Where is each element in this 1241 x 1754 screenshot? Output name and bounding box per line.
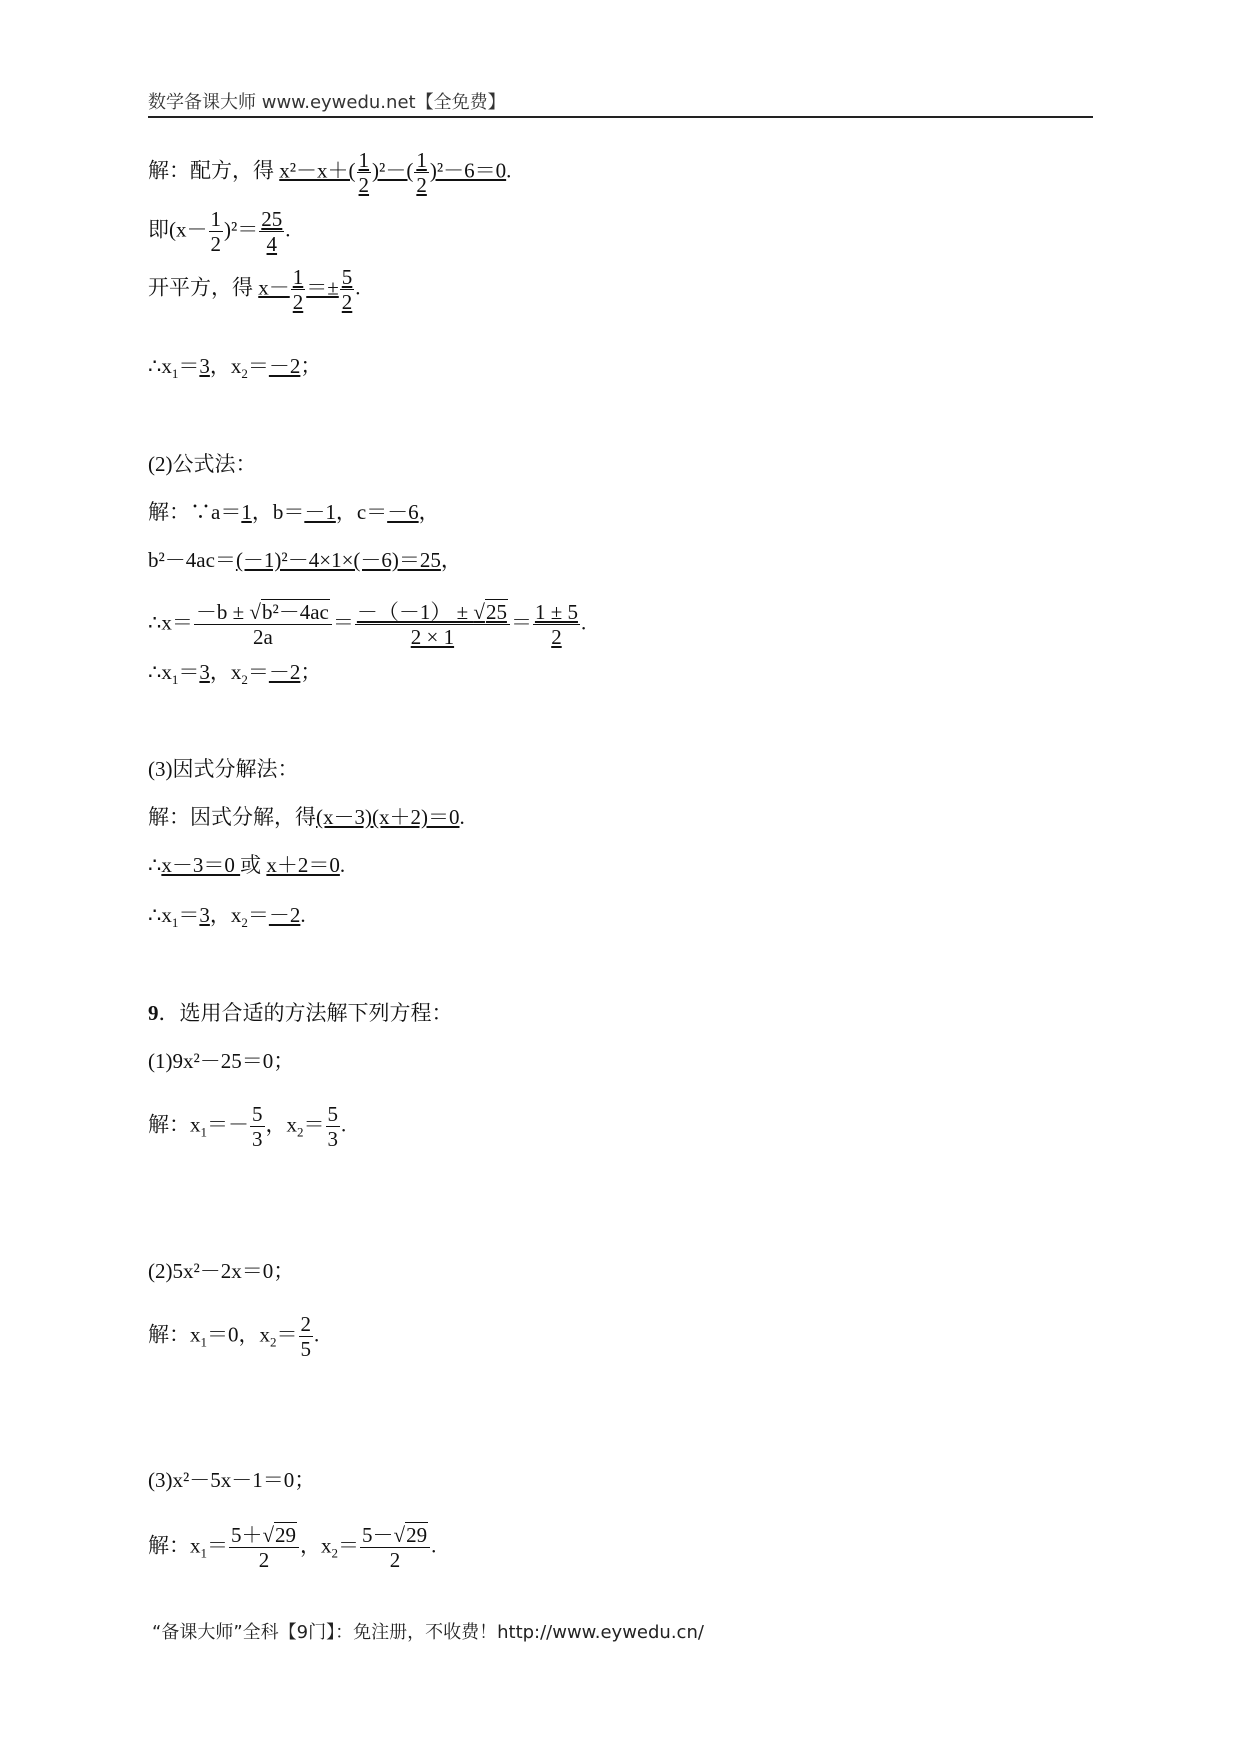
line-roots-1: $\therefore x_1=3$，$x_2=-2$； [148,354,322,382]
q9-solution-3: 解：$x_1=$ $\frac{5+√29}{2}$ ，$x_2=$ $\frac{5-√29}{2}$ . [148,1523,437,1573]
method-2-title: (2)公式法： [148,452,257,476]
line-factor-cases: ∴x－3＝0 或 x＋2＝0. [148,853,346,877]
page-header [148,86,1093,118]
page-footer: “备课大师”全科【9门】：免注册，不收费！http://www.eywedu.cn/ [152,1622,704,1643]
header-text: 数学备课大师 www.eywedu.net【全免费】 [148,92,506,113]
line-roots-2: $\therefore x_1=3$，$x_2=-2$； [148,660,322,688]
line-square-form: 即(x－ $\frac{1}{2}$ )²＝ $\frac{25}{4}$ . [148,207,291,257]
line-complete-square: 解：配方，得 x²－x＋( $\frac{1}{2}$ )²－( $\frac{1}{2}$ )²－6＝0. [148,148,512,198]
line-quadratic-formula: ∴x＝ $\frac{\text{－b ± √b²－4ac}}{2a}$ ＝ $\frac{-(-1) \pm √25}{2 \times 1}$ ＝ $\frac{1 \pm 5}{2}$ . [148,600,587,650]
q9-solution-1: 解：$x_1=-$ $\frac{5}{3}$ ，$x_2=$ $\frac{5}{3}$ . [148,1102,347,1152]
line-coefficients: 解：∵a＝1，b＝－1，c＝－6， [148,500,440,524]
line-square-root: 开平方，得 x－ $\frac{1}{2}$ ＝± $\frac{5}{2}$ . [148,265,361,315]
q9-equation-2: (2)5x²－2x＝0； [148,1259,295,1283]
line-factored: 解：因式分解，得(x－3)(x＋2)＝0. [148,805,465,829]
q9-equation-1: (1)9x²－25＝0； [148,1049,295,1073]
method-3-title: (3)因式分解法： [148,757,299,781]
question-9-title: 9．选用合适的方法解下列方程： [148,1001,453,1025]
q9-solution-2: 解：$x_1=0$，$x_2=$ $\frac{2}{5}$ . [148,1312,320,1362]
line-discriminant: b²－4ac＝(－1)²－4×1×(－6)＝25， [148,548,462,572]
line-roots-3: $\therefore x_1=3$，$x_2=-2$. [148,903,306,931]
q9-equation-3: (3)x²－5x－1＝0； [148,1468,316,1492]
